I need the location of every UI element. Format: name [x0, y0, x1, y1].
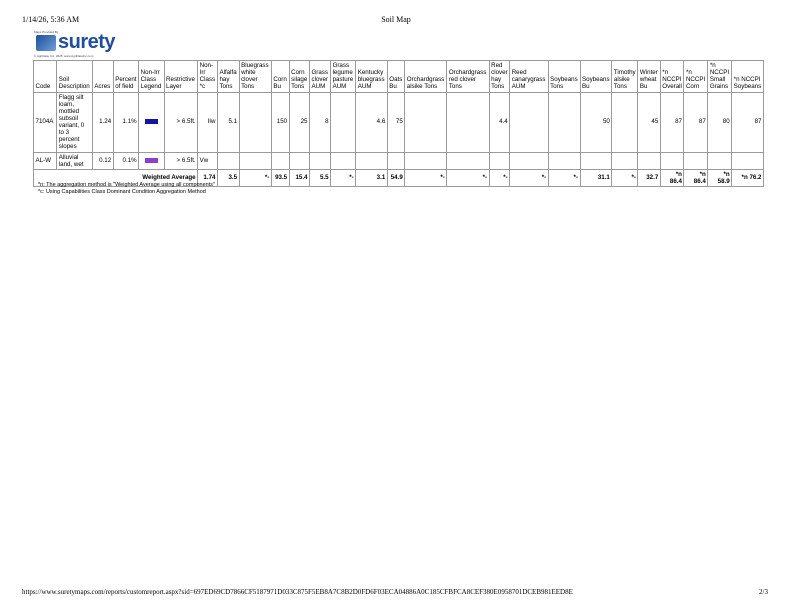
col-header: Corn silage Tons — [289, 61, 309, 93]
col-header: *n NCCPI Small Grains — [708, 61, 732, 93]
col-header: Non-Irr Class *c — [198, 61, 218, 93]
col-header: Winter wheat Bu — [638, 61, 660, 93]
col-header: Soybeans Tons — [548, 61, 580, 93]
table-cell — [217, 152, 239, 169]
table-cell: 1.1% — [113, 92, 138, 152]
table-cell: 8 — [309, 92, 330, 152]
table-cell — [387, 152, 405, 169]
table-cell: 93.5 — [271, 169, 289, 186]
table-cell: 3.5 — [217, 169, 239, 186]
table-cell — [356, 152, 388, 169]
legend-cell — [139, 152, 164, 169]
table-row — [34, 92, 764, 152]
table-cell: 15.4 — [289, 169, 309, 186]
table-cell: Alluvial land, wet — [57, 152, 93, 169]
footnote: *n: The aggregation method is "Weighted Average using all components" — [38, 182, 215, 188]
table-cell — [447, 152, 489, 169]
table-cell: 5.5 — [309, 169, 330, 186]
col-header: Grass clover AUM — [309, 61, 330, 93]
table-cell — [489, 152, 510, 169]
table-cell: IIw — [198, 92, 218, 152]
table-cell — [239, 152, 271, 169]
table-cell: > 6.5ft. — [164, 92, 198, 152]
table-cell: *n 76.2 — [732, 169, 764, 186]
page-number: 2/3 — [759, 588, 768, 596]
col-header: Oats Bu — [387, 61, 405, 93]
table-cell: 50 — [580, 92, 612, 152]
table-cell — [638, 152, 660, 169]
table-cell: 45 — [638, 92, 660, 152]
surety-logo — [34, 30, 134, 60]
col-header: Orchardgrass red clover Tons — [447, 61, 489, 93]
table-cell — [309, 152, 330, 169]
logo-name: surety — [58, 31, 116, 53]
table-cell: 1.74 — [198, 169, 218, 186]
table-cell: 4.4 — [489, 92, 510, 152]
col-header: Kentucky bluegrass AUM — [356, 61, 388, 93]
table-cell: 5.1 — [217, 92, 239, 152]
table-cell — [580, 152, 612, 169]
table-cell: Flagg silt loam, mottled subsoil variant, 0 to 3 percent slopes — [57, 92, 93, 152]
col-header: Acres — [92, 61, 113, 93]
table-cell — [548, 152, 580, 169]
footnote: *c: Using Capabilities Class Dominant Condition Aggregation Method — [38, 189, 206, 196]
table-cell: 87 — [684, 92, 708, 152]
table-cell: 150 — [271, 92, 289, 152]
page-url: https://www.suretymaps.com/reports/customreport.aspx?sid=697ED69CD7866CF5187971D033C875F5EB8A7C8B2D0FD6F03ECA04886A0C185CFBFCA8CEF380E0958701DCEB981EED8E — [22, 588, 573, 596]
col-header: Orchardgrass alsike Tons — [405, 61, 447, 93]
surety-logo-icon — [36, 35, 56, 51]
table-cell: 7104A — [34, 92, 57, 152]
table-cell — [708, 152, 732, 169]
table-cell — [331, 152, 356, 169]
table-cell — [548, 92, 580, 152]
table-cell: *- — [548, 169, 580, 186]
table-cell — [612, 92, 638, 152]
table-cell: *- — [405, 169, 447, 186]
table-cell — [271, 152, 289, 169]
col-header: Bluegrass white clover Tons — [239, 61, 271, 93]
table-cell: 54.9 — [387, 169, 405, 186]
table-cell: *- — [331, 169, 356, 186]
table-row — [34, 152, 764, 169]
col-header: *n NCCPI Soybeans — [732, 61, 764, 93]
table-cell: 31.1 — [580, 169, 612, 186]
table-cell — [331, 92, 356, 152]
col-header: Reed canarygrass AUM — [510, 61, 548, 93]
col-header: Corn Bu — [271, 61, 289, 93]
table-cell: 87 — [732, 92, 764, 152]
table-cell: 4.6 — [356, 92, 388, 152]
table-cell: *n 58.9 — [708, 169, 732, 186]
table-cell — [510, 152, 548, 169]
table-cell: 25 — [289, 92, 309, 152]
table-cell: *- — [612, 169, 638, 186]
table-cell — [405, 152, 447, 169]
col-header: Timothy alsike Tons — [612, 61, 638, 93]
table-cell: 87 — [660, 92, 684, 152]
legend-swatch — [145, 158, 158, 163]
col-header: Non-Irr Class Legend — [139, 61, 164, 93]
col-header: Red clover hay Tons — [489, 61, 510, 93]
col-header: Alfalfa hay Tons — [217, 61, 239, 93]
table-cell — [447, 92, 489, 152]
table-cell — [289, 152, 309, 169]
table-cell: *n 86.4 — [660, 169, 684, 186]
table-cell: 0.12 — [92, 152, 113, 169]
table-cell: Vw — [198, 152, 218, 169]
legend-cell — [139, 92, 164, 152]
table-cell: 3.1 — [356, 169, 388, 186]
page-title: Soil Map — [381, 15, 411, 24]
col-header: *n NCCPI Overall — [660, 61, 684, 93]
col-header: Soil Description — [57, 61, 93, 93]
print-timestamp: 1/14/26, 5:36 AM — [22, 15, 80, 24]
table-cell: 0.1% — [113, 152, 138, 169]
table-cell: 1.24 — [92, 92, 113, 152]
table-cell — [732, 152, 764, 169]
soil-report-table — [33, 60, 764, 187]
col-header: Grass legume pasture AUM — [331, 61, 356, 93]
col-header: *n NCCPI Corn — [684, 61, 708, 93]
col-header: Percent of field — [113, 61, 138, 93]
table-cell — [239, 92, 271, 152]
table-cell: *- — [239, 169, 271, 186]
table-cell: *n 86.4 — [684, 169, 708, 186]
legend-swatch — [145, 119, 158, 124]
table-cell: > 6.5ft. — [164, 152, 198, 169]
col-header: Soybeans Bu — [580, 61, 612, 93]
table-cell — [612, 152, 638, 169]
table-cell — [660, 152, 684, 169]
footnotes — [38, 182, 215, 196]
table-cell: 32.7 — [638, 169, 660, 186]
table-cell: 75 — [387, 92, 405, 152]
weighted-average-label: Weighted Average — [34, 169, 198, 186]
col-header: Code — [34, 61, 57, 93]
table-cell: 80 — [708, 92, 732, 152]
logo-copyright: © AgriData, Inc. 2025 — [34, 54, 63, 58]
table-cell — [405, 92, 447, 152]
logo-website: www.AgriDataInc.com — [64, 54, 94, 58]
table-cell — [510, 92, 548, 152]
logo-tagline: Maps Provided By — [34, 30, 59, 34]
table-cell — [684, 152, 708, 169]
table-header-row — [34, 61, 764, 93]
table-cell: *- — [510, 169, 548, 186]
table-cell: *- — [447, 169, 489, 186]
table-cell: *- — [489, 169, 510, 186]
col-header: Restrictive Layer — [164, 61, 198, 93]
table-cell: AL-W — [34, 152, 57, 169]
